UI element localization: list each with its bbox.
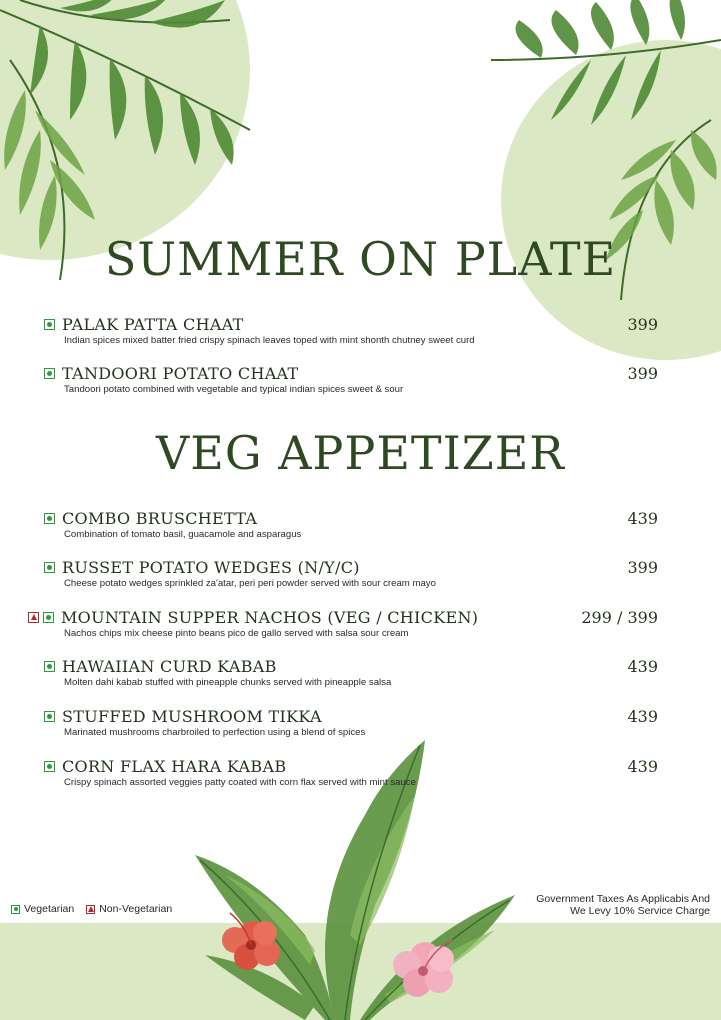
item-name: RUSSET POTATO WEDGES (N/Y/C) [62, 557, 360, 577]
item-name: COMBO BRUSCHETTA [62, 508, 258, 528]
tax-note-line-1: Government Taxes As Applicabis And [536, 893, 710, 905]
menu-item [44, 557, 658, 589]
item-description: Crispy spinach assorted veggies patty coated with corn flax served with mint sauce [64, 777, 416, 788]
menu-item [44, 363, 658, 395]
veg-indicator-icon [44, 761, 55, 772]
item-description: Marinated mushrooms charbroiled to perfection using a blend of spices [64, 727, 366, 738]
item-description: Cheese potato wedges sprinkled za'atar, peri peri powder served with sour cream mayo [64, 578, 436, 589]
item-name: MOUNTAIN SUPPER NACHOS (VEG / CHICKEN) [61, 607, 479, 627]
item-name: PALAK PATTA CHAAT [62, 314, 244, 334]
menu-item [44, 656, 658, 688]
menu-item [44, 756, 658, 788]
veg-indicator-icon [44, 562, 55, 573]
item-price: 439 [627, 706, 658, 726]
item-description: Combination of tomato basil, guacamole and asparagus [64, 529, 302, 540]
diet-legend [11, 903, 172, 915]
veg-indicator-icon [11, 905, 20, 914]
item-description: Indian spices mixed batter fried crispy spinach leaves toped with mint shonth chutney sweet curd [64, 335, 475, 346]
menu-item [44, 706, 658, 738]
tax-note-line-2: We Levy 10% Service Charge [570, 905, 710, 917]
non-veg-indicator-icon [28, 612, 39, 623]
item-name: HAWAIIAN CURD KABAB [62, 656, 277, 676]
veg-indicator-icon [43, 612, 54, 623]
menu-item [28, 607, 658, 639]
section-title-veg-appetizer: VEG APPETIZER [156, 426, 565, 480]
section-title-summer-on-plate: SUMMER ON PLATE [104, 232, 617, 286]
veg-indicator-icon [44, 711, 55, 722]
item-price: 439 [627, 508, 658, 528]
legend-nonveg-label: Non-Vegetarian [99, 903, 173, 915]
item-price: 399 [627, 557, 658, 577]
item-description: Molten dahi kabab stuffed with pineapple chunks served with pineapple salsa [64, 677, 392, 688]
menu-item [44, 508, 658, 540]
item-price: 399 [627, 314, 658, 334]
item-price: 399 [627, 363, 658, 383]
non-veg-indicator-icon [86, 905, 95, 914]
veg-indicator-icon [44, 513, 55, 524]
item-description: Tandoori potato combined with vegetable and typical indian spices sweet & sour [64, 384, 404, 395]
item-price: 299 / 399 [581, 607, 658, 627]
item-name: TANDOORI POTATO CHAAT [62, 363, 299, 383]
item-description: Nachos chips mix cheese pinto beans pico de gallo served with salsa sour cream [64, 628, 409, 639]
item-price: 439 [627, 656, 658, 676]
veg-indicator-icon [44, 661, 55, 672]
item-price: 439 [627, 756, 658, 776]
item-name: STUFFED MUSHROOM TIKKA [62, 706, 322, 726]
legend-veg-label: Vegetarian [24, 903, 75, 915]
menu-item [44, 314, 658, 346]
tax-note [536, 893, 710, 917]
veg-indicator-icon [44, 368, 55, 379]
veg-indicator-icon [44, 319, 55, 330]
item-name: CORN FLAX HARA KABAB [62, 756, 287, 776]
